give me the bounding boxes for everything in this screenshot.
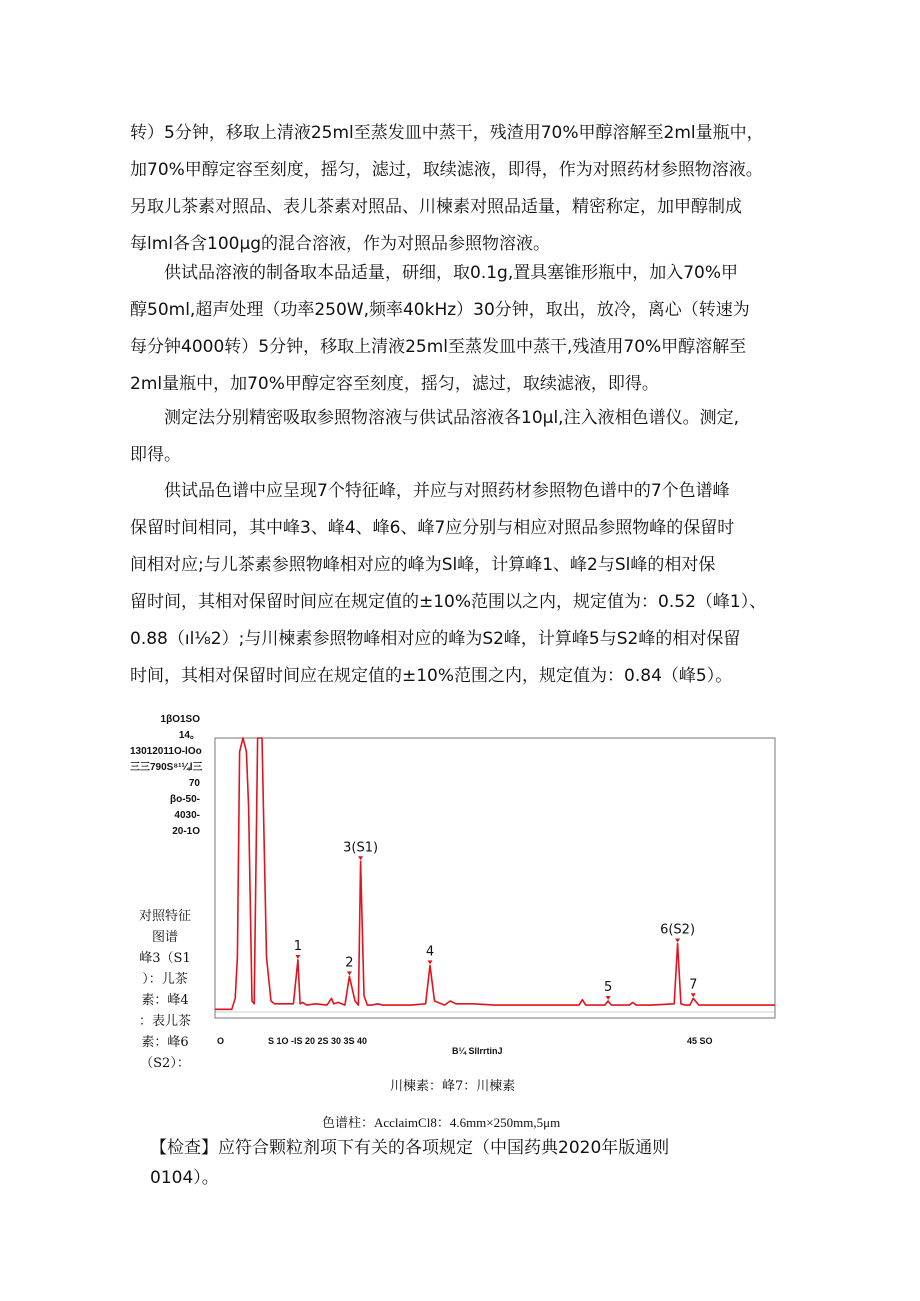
peak-marker-2: [347, 971, 352, 975]
text-line: 时间，其相对保留时间应在规定值的±10%范围之内，规定值为：0.84（峰5）。: [130, 666, 733, 686]
text-line: 另取儿茶素对照品、表儿茶素对照品、川楝素对照品适量，精密称定，加甲醇制成: [130, 197, 742, 217]
paragraph-determination: [130, 400, 800, 474]
text-line: 间相对应;与儿茶素参照物峰相对应的峰为Sl峰，计算峰1、峰2与Sl峰的相对保: [130, 555, 716, 575]
caption-line: 图谱: [151, 930, 178, 945]
y-tick-label: 70: [188, 778, 200, 789]
peak-label-6: 6(S2): [660, 922, 696, 938]
paragraph-peak-requirements: [130, 473, 800, 695]
series-line-0: [215, 738, 775, 1009]
peak-label-5: 5: [603, 980, 613, 996]
caption-line: 对照特征: [138, 909, 191, 924]
peak-marker-1: [295, 955, 300, 959]
x-axis-label: B¼ SllrrtinJ: [452, 1046, 503, 1056]
peak-marker-3: [358, 856, 363, 860]
caption-line: （S2）：: [140, 1056, 190, 1071]
x-tick-label-1: S 1O -lS 20 2S 30 3S 40: [268, 1036, 368, 1046]
peak-label-7: 7: [689, 977, 698, 993]
text-line: 0104）。: [150, 1168, 219, 1188]
paragraph-test-solution: [130, 255, 800, 403]
peak-marker-7: [691, 993, 696, 997]
caption-line: 素：峰4: [141, 993, 189, 1008]
chromatogram-chart: [205, 730, 780, 1030]
x-tick-label-2: 45 SO: [687, 1036, 713, 1046]
y-tick-label: 三三790S⁸¹¼l三: [130, 762, 203, 773]
text-line: 即得。: [130, 445, 181, 465]
peak-label-2: 2: [345, 955, 354, 971]
y-tick-label: 13012011O-lOo: [130, 746, 202, 757]
text-line: 测定法分别精密吸取参照物溶液与供试品溶液各10μl,注入液相色谱仪。测定,: [164, 408, 739, 428]
text-line: 【检查】应符合颗粒剂项下有关的各项规定（中国药典2020年版通则: [150, 1138, 670, 1158]
caption-line: 峰3（S1: [139, 951, 191, 966]
caption-line: ）：儿茶: [142, 972, 188, 987]
text-line: 供试品色谱中应呈现7个特征峰，并应与对照药材参照物色谱中的7个色谱峰: [164, 481, 730, 501]
y-tick-label: 14。: [178, 730, 200, 741]
peak-marker-5: [606, 996, 611, 1000]
text-line: 醇50ml,超声处理（功率250W,频率40kHz）30分钟，取出，放冷，离心（转速为: [130, 300, 750, 320]
text-line: 留时间，其相对保留时间应在规定值的±10%范围以之内，规定值为：0.52（峰1）、: [130, 592, 767, 612]
peak-marker-6: [675, 939, 680, 943]
text-line: 0.88（ıl⅛2）;与川楝素参照物峰相对应的峰为S2峰，计算峰5与S2峰的相对保留: [130, 629, 741, 649]
paragraph-reference-solution: [130, 115, 800, 263]
peak-label-3: 3(S1): [343, 840, 379, 856]
y-tick-label: 1βO1SO: [160, 714, 200, 725]
text-line: 每lml各含100μg的混合溶液，作为对照品参照物溶液。: [130, 234, 551, 254]
text-line: 2ml量瓶中，加70%甲醇定容至刻度，摇匀，滤过，取续滤液，即得。: [130, 374, 659, 394]
text-line: 每分钟4000转）5分钟，移取上清液25ml至蒸发皿中蒸干,残渣用70%甲醇溶解至: [130, 337, 747, 357]
y-tick-label: βo-50-: [170, 794, 200, 805]
x-tick-label-0: O: [217, 1036, 225, 1046]
caption-line: 素：峰6: [141, 1035, 189, 1050]
column-spec: 色谱柱：AcclaimCl8：4.6mm×250mm,5μm: [322, 1115, 561, 1130]
text-line: 供试品溶液的制备取本品适量，研细，取0.1g,置具塞锥形瓶中，加入70%甲: [164, 263, 739, 283]
figure-caption-chuanlian: 川楝素：峰7：川楝素: [390, 1079, 516, 1094]
text-line: 保留时间相同，其中峰3、峰4、峰6、峰7应分别与相应对照品参照物峰的保留时: [130, 518, 735, 538]
text-line: 加70%甲醇定容至刻度，摇匀，滤过，取续滤液，即得，作为对照药材参照物溶液。: [130, 160, 763, 180]
peak-marker-4: [428, 960, 433, 964]
paragraph-check: [150, 1133, 800, 1193]
y-tick-label: 20-1O: [172, 826, 200, 837]
text-line: 转）5分钟，移取上清液25ml至蒸发皿中蒸干，残渣用70%甲醇溶解至2ml量瓶中，: [130, 123, 764, 143]
y-tick-label: 4030-: [174, 810, 200, 821]
chromatogram-y-tick-labels: [130, 712, 203, 840]
peak-label-4: 4: [425, 944, 435, 960]
caption-line: ：表儿茶: [138, 1014, 191, 1029]
figure-side-caption: [130, 906, 200, 1074]
peak-label-1: 1: [293, 938, 303, 954]
